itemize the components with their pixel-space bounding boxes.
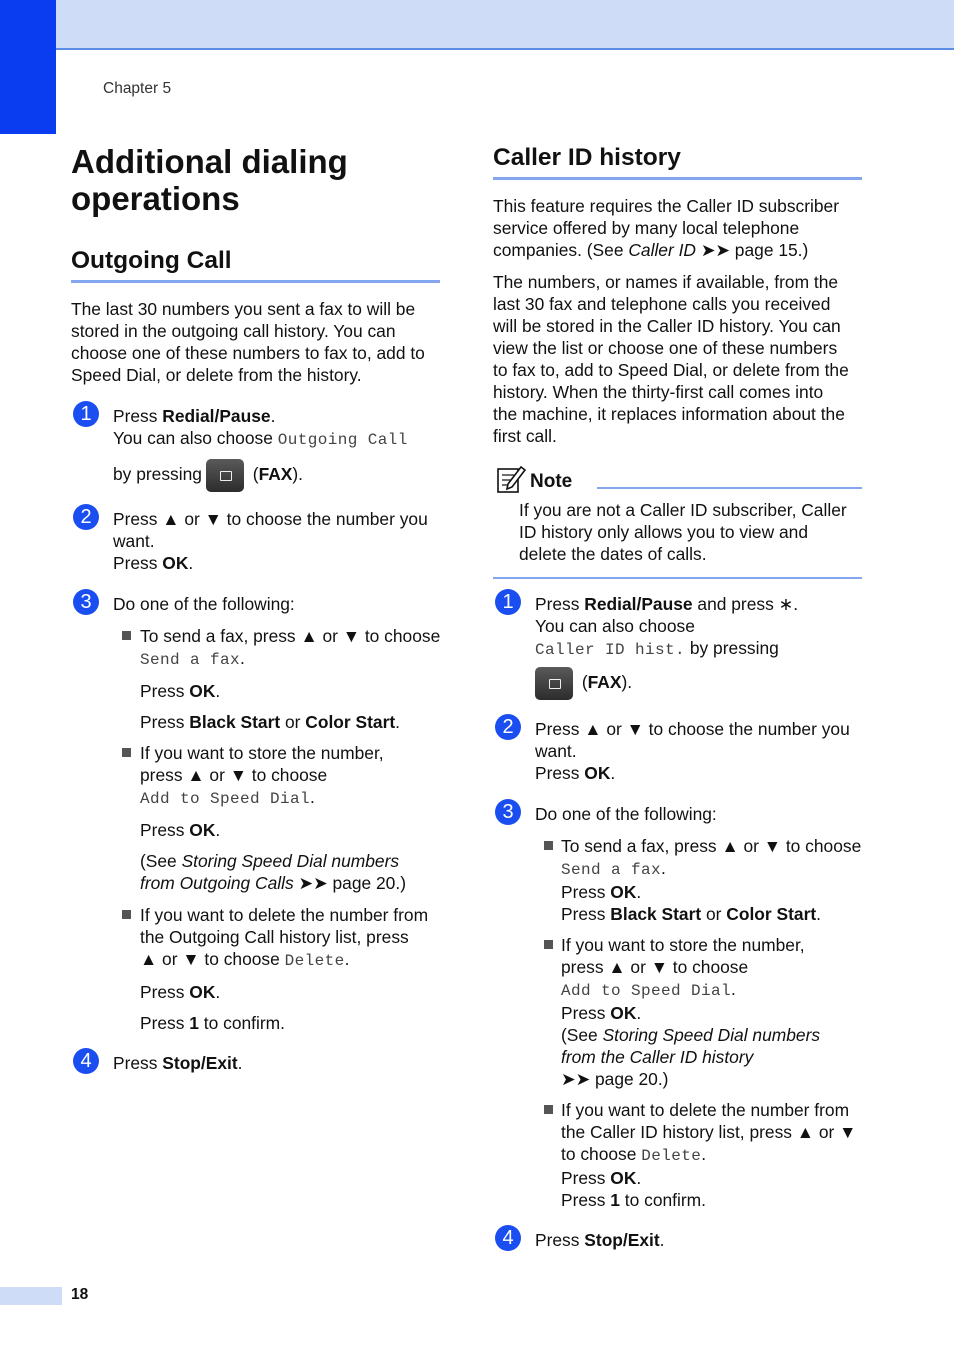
caller-step-2: Press ▲ or ▼ to choose the number you want. Press OK. [535, 719, 850, 783]
note-title: Note [530, 471, 573, 492]
step-number-icon: 2 [495, 714, 521, 740]
fax-key-icon [206, 459, 244, 492]
fax-key-icon [535, 667, 573, 700]
option-delete-number: If you want to delete the number from the Outgoing Call history list, press ▲ or ▼ to choose Delete. Press OK. Press 1 to confirm. [140, 905, 429, 1033]
intro-line: choose one of these numbers to fax to, add to [71, 343, 425, 363]
option-send-fax: To send a fax, press ▲ or ▼ to choose Send a fax. Press OK. Press Black Start or Color Start. [140, 626, 441, 732]
caller-id-paragraph-1: This feature requires the Caller ID subscriber service offered by many local telephone companies. (See Caller ID ➤➤ page 15.) [493, 196, 840, 260]
title-line-2: operations [71, 180, 240, 217]
section-rule [71, 280, 440, 283]
caller-id-paragraph-2: The numbers, or names if available, from the last 30 fax and telephone calls you received will be stored in the Caller ID history. You can view the list or choose one of these numbers to fax to, add to Speed Dial, or delete from the history. When the thirty-first call comes into the machine, it replaces information about the first call. [493, 272, 849, 446]
note-pencil-icon [495, 463, 527, 495]
option-store-number: If you want to store the number, press ▲ or ▼ to choose Add to Speed Dial. Press OK. (See Storing Speed Dial numbers from Outgoing Calls ➤➤ page 20.) [140, 743, 406, 893]
chapter-tab [0, 0, 56, 134]
bullet-icon [122, 910, 131, 919]
step-number-icon: 1 [73, 401, 99, 427]
intro-line: Speed Dial, or delete from the history. [71, 365, 362, 385]
step-4: Press Stop/Exit. [113, 1053, 243, 1073]
bullet-icon [544, 1105, 553, 1114]
intro-paragraph [71, 298, 443, 386]
caller-option-store-number: If you want to store the number, press ▲ or ▼ to choose Add to Speed Dial. Press OK. (See Storing Speed Dial numbers from the Caller ID history ➤➤ page 20.) [561, 935, 821, 1089]
bullet-icon [544, 841, 553, 850]
step-2: Press ▲ or ▼ to choose the number you want. Press OK. [113, 509, 428, 573]
key-redial-pause: Redial/Pause [162, 406, 271, 426]
note-divider [597, 487, 862, 489]
bullet-icon [122, 631, 131, 640]
bullet-icon [122, 748, 131, 757]
step-3: Do one of the following: [113, 594, 295, 614]
step-number-icon: 4 [495, 1225, 521, 1251]
note-bottom-rule [493, 577, 862, 579]
section-title-outgoing: Outgoing Call [71, 247, 232, 274]
chapter-label: Chapter 5 [103, 80, 172, 97]
caller-step-1: Press Redial/Pause and press ∗. You can also choose Caller ID hist. by pressing (FAX). [535, 593, 865, 700]
section-rule [493, 177, 862, 180]
intro-line: The last 30 numbers you sent a fax to will be [71, 299, 416, 319]
note-body: If you are not a Caller ID subscriber, Caller ID history only allows you to view and delete the dates of calls. [519, 500, 847, 564]
step-number-icon: 1 [495, 589, 521, 615]
bullet-icon [544, 940, 553, 949]
caller-step-4: Press Stop/Exit. [535, 1230, 665, 1250]
title-line-1: Additional dialing [71, 143, 348, 180]
step-number-icon: 2 [73, 504, 99, 530]
step-number-icon: 3 [495, 799, 521, 825]
header-band [0, 0, 954, 50]
caller-option-send-fax: To send a fax, press ▲ or ▼ to choose Send a fax. Press OK. Press Black Start or Color Start. [561, 836, 862, 924]
lcd-text: Outgoing Call [277, 431, 408, 449]
caller-step-3: Do one of the following: [535, 804, 717, 824]
page-title [71, 143, 348, 217]
caller-option-delete-number: If you want to delete the number from the Caller ID history list, press ▲ or ▼ to choose Delete. Press OK. Press 1 to confirm. [561, 1100, 857, 1210]
page-number: 18 [71, 1286, 89, 1303]
page-number-bar [0, 1287, 62, 1305]
step-1: Press Redial/Pause. You can also choose Outgoing Call by pressing (FAX). [113, 405, 443, 492]
step-number-icon: 3 [73, 589, 99, 615]
step-number-icon: 4 [73, 1048, 99, 1074]
intro-line: stored in the outgoing call history. You can [71, 321, 396, 341]
section-title-caller-id: Caller ID history [493, 144, 681, 171]
